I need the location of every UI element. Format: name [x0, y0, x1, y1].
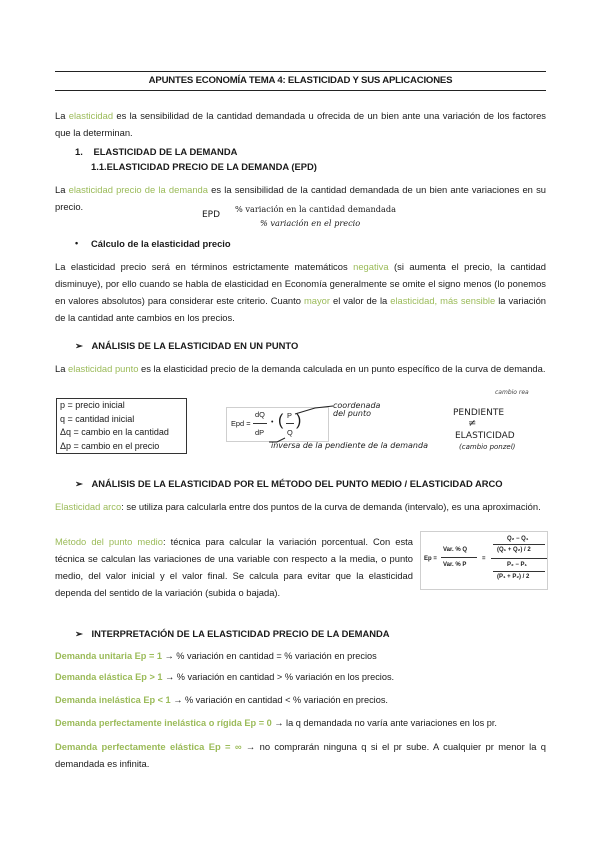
calc-mayor: mayor: [303, 295, 330, 306]
section-arco-label: ANÁLISIS DE LA ELASTICIDAD POR EL MÉTODO DEL PUNTO MEDIO / ELASTICIDAD ARCO: [91, 478, 503, 489]
punto-post: es la elasticidad precio de la demanda calculada en un punto específico de la curva de demanda.: [138, 363, 546, 374]
punto-formula-p: P: [287, 411, 292, 420]
punto-paren-left: (: [278, 412, 284, 429]
arco-p-num: P₂ − P₁: [507, 562, 527, 568]
section-1-number: 1.: [75, 146, 83, 157]
interp-term: Demanda inelástica Ep < 1: [55, 695, 171, 705]
calc-t3: el valor de la: [330, 295, 391, 306]
medio-paragraph: [55, 533, 413, 601]
arco-num1: Var. % Q: [443, 547, 468, 553]
calc-mas-sensible: más sensible: [440, 295, 496, 306]
intro-paragraph: [55, 107, 546, 141]
arco-paragraph: [55, 498, 546, 515]
section-interp-label: INTERPRETACIÓN DE LA ELASTICIDAD PRECIO DE LA DEMANDA: [91, 628, 390, 639]
punto-formula-q: Q: [287, 428, 293, 437]
section-1-1-number: 1.1.: [91, 161, 107, 172]
interp-item: [55, 648, 377, 665]
punto-formula-lhs: Epd =: [231, 419, 251, 428]
interp-term: Demanda unitaria Ep = 1: [55, 651, 162, 661]
calc-t5: la variación de la cantidad ante cambios en los precios.: [55, 295, 547, 323]
section-interp-arrow: ➢: [75, 628, 83, 639]
interp-text: → % variación en cantidad < % variación en precios.: [170, 695, 388, 705]
interp-term: Demanda perfectamente inelástica o rígida Ep = 0: [55, 718, 272, 728]
interp-term: Demanda elástica Ep > 1: [55, 672, 163, 682]
handnote-elasticidad: ELASTICIDAD: [455, 431, 515, 441]
calc-paragraph: [55, 258, 546, 326]
section-interp-heading: [75, 627, 390, 641]
arco-bar-2: [493, 544, 545, 545]
medio-post: : técnica para calcular la variación porcentual. Con esta técnica se calculan las variaciones de una variable con respecto a la media, o punto medio, del valor inicial y el valor final. Se calcula para evitar que la elasticidad dependa del sentido de la variación (subida o bajada).: [55, 536, 413, 598]
arco-bar-main: [491, 558, 547, 559]
arco-den1: Var. % P: [443, 562, 467, 568]
bullet-dot: •: [75, 238, 79, 248]
epd-formula-numerator: % variación en la cantidad demandada: [235, 204, 396, 214]
bullet-calc-label: Cálculo de la elasticidad precio: [91, 238, 231, 249]
def-item: p = precio inicial: [60, 400, 125, 410]
section-punto-heading: [75, 339, 298, 353]
epd-def-term: elasticidad precio de la demanda: [68, 184, 208, 195]
calc-negativa: negativa: [353, 261, 389, 272]
definitions-box: [56, 398, 187, 454]
calc-elasticidad: elasticidad: [390, 295, 435, 306]
interp-text: → no comprarán ninguna q si el pr sube. A cualquier pr menor la q demandada es infinita.: [55, 741, 546, 769]
interp-term: Demanda perfectamente elástica Ep = ∞: [55, 741, 242, 752]
note-inversa: inversa de la pendiente de la demanda: [271, 441, 428, 450]
handnote-top: cambio rea: [495, 389, 529, 396]
def-item: Δq = cambio en la cantidad: [60, 427, 169, 438]
punto-paren-right: ): [296, 412, 302, 429]
section-1-heading: [75, 145, 237, 159]
intro-pre: La: [55, 110, 69, 121]
arco-q-den: (Q₁ + Q₂) / 2: [497, 547, 531, 553]
intro-post: es la sensibilidad de la cantidad demandada u ofrecida de un bien ante una variación de los factores que la determinan.: [55, 110, 546, 138]
interp-text: → la q demandada no varía ante variaciones en los pr.: [271, 718, 497, 728]
epd-formula-denominator: % variación en el precio: [260, 218, 361, 228]
epd-def-post: es la sensibilidad de la cantidad demandada de un bien ante variaciones en su precio.: [55, 184, 546, 212]
handnote-cambio: (cambio ponzel): [459, 443, 516, 451]
arco-bar-3: [493, 571, 545, 572]
section-arco-heading: [75, 477, 503, 491]
note-coordenada: coordenada del punto: [333, 401, 381, 418]
arco-lhs: Ep =: [424, 556, 437, 562]
section-punto-label: ANÁLISIS DE LA ELASTICIDAD EN UN PUNTO: [91, 340, 299, 351]
arco-post: : se utiliza para calcularla entre dos puntos de la curva de demanda (intervalo), es una aproximación.: [121, 501, 541, 512]
interp-text: → % variación en cantidad > % variación en los precios.: [162, 672, 395, 682]
calc-t4: ,: [434, 295, 441, 306]
section-1-1-heading: [91, 160, 317, 174]
interp-item: [55, 692, 388, 709]
def-item: Δp = cambio en el precio: [60, 440, 160, 451]
section-1-label: ELASTICIDAD DE LA DEMANDA: [93, 146, 238, 157]
punto-formula-dp: dP: [255, 428, 265, 437]
epd-def-pre: La: [55, 184, 69, 195]
arco-eq: =: [482, 556, 486, 562]
medio-term: Método del punto medio: [55, 536, 163, 547]
def-item: q = cantidad inicial: [60, 413, 135, 424]
interp-item: [55, 738, 546, 772]
punto-paragraph: [55, 360, 546, 377]
punto-formula-dq: dQ: [255, 410, 265, 419]
arco-p-den: (P₁ + P₂) / 2: [497, 574, 530, 580]
arco-bar-1: [441, 557, 477, 558]
section-punto-arrow: ➢: [75, 340, 83, 351]
interp-text: → % variación en cantidad = % variación en precios: [161, 651, 377, 661]
section-1-1-label: ELASTICIDAD PRECIO DE LA DEMANDA (EPD): [106, 161, 317, 172]
section-arco-arrow: ➢: [75, 478, 83, 489]
handnote-pendiente: PENDIENTE: [453, 408, 505, 418]
punto-dot-icon: •: [271, 419, 274, 426]
epd-formula-label: EPD: [202, 210, 221, 220]
arco-q-num: Q₂ − Q₁: [507, 536, 529, 542]
handnote-neq-icon: ≠: [468, 418, 477, 429]
document-title: APUNTES ECONOMÍA TEMA 4: ELASTICIDAD Y SUS APLICACIONES: [55, 71, 546, 91]
arco-formula: [420, 531, 548, 590]
epd-formula: [202, 204, 402, 230]
punto-pre: La: [55, 363, 69, 374]
interp-item: [55, 669, 394, 686]
intro-term: elasticidad: [68, 110, 114, 121]
calc-t2: (si aumenta el precio, la cantidad disminuye), por ello cuando se habla de elasticidad en Economía generalmente se omite el signo menos (lo ponemos en valores absolutos) para considerar este criterio. Cuanto: [55, 261, 546, 306]
arco-term: Elasticidad arco: [55, 501, 122, 512]
interp-item: [55, 715, 497, 732]
calc-t1: La elasticidad precio será en términos estrictamente matemáticos: [55, 261, 354, 272]
punto-term: elasticidad punto: [68, 363, 139, 374]
